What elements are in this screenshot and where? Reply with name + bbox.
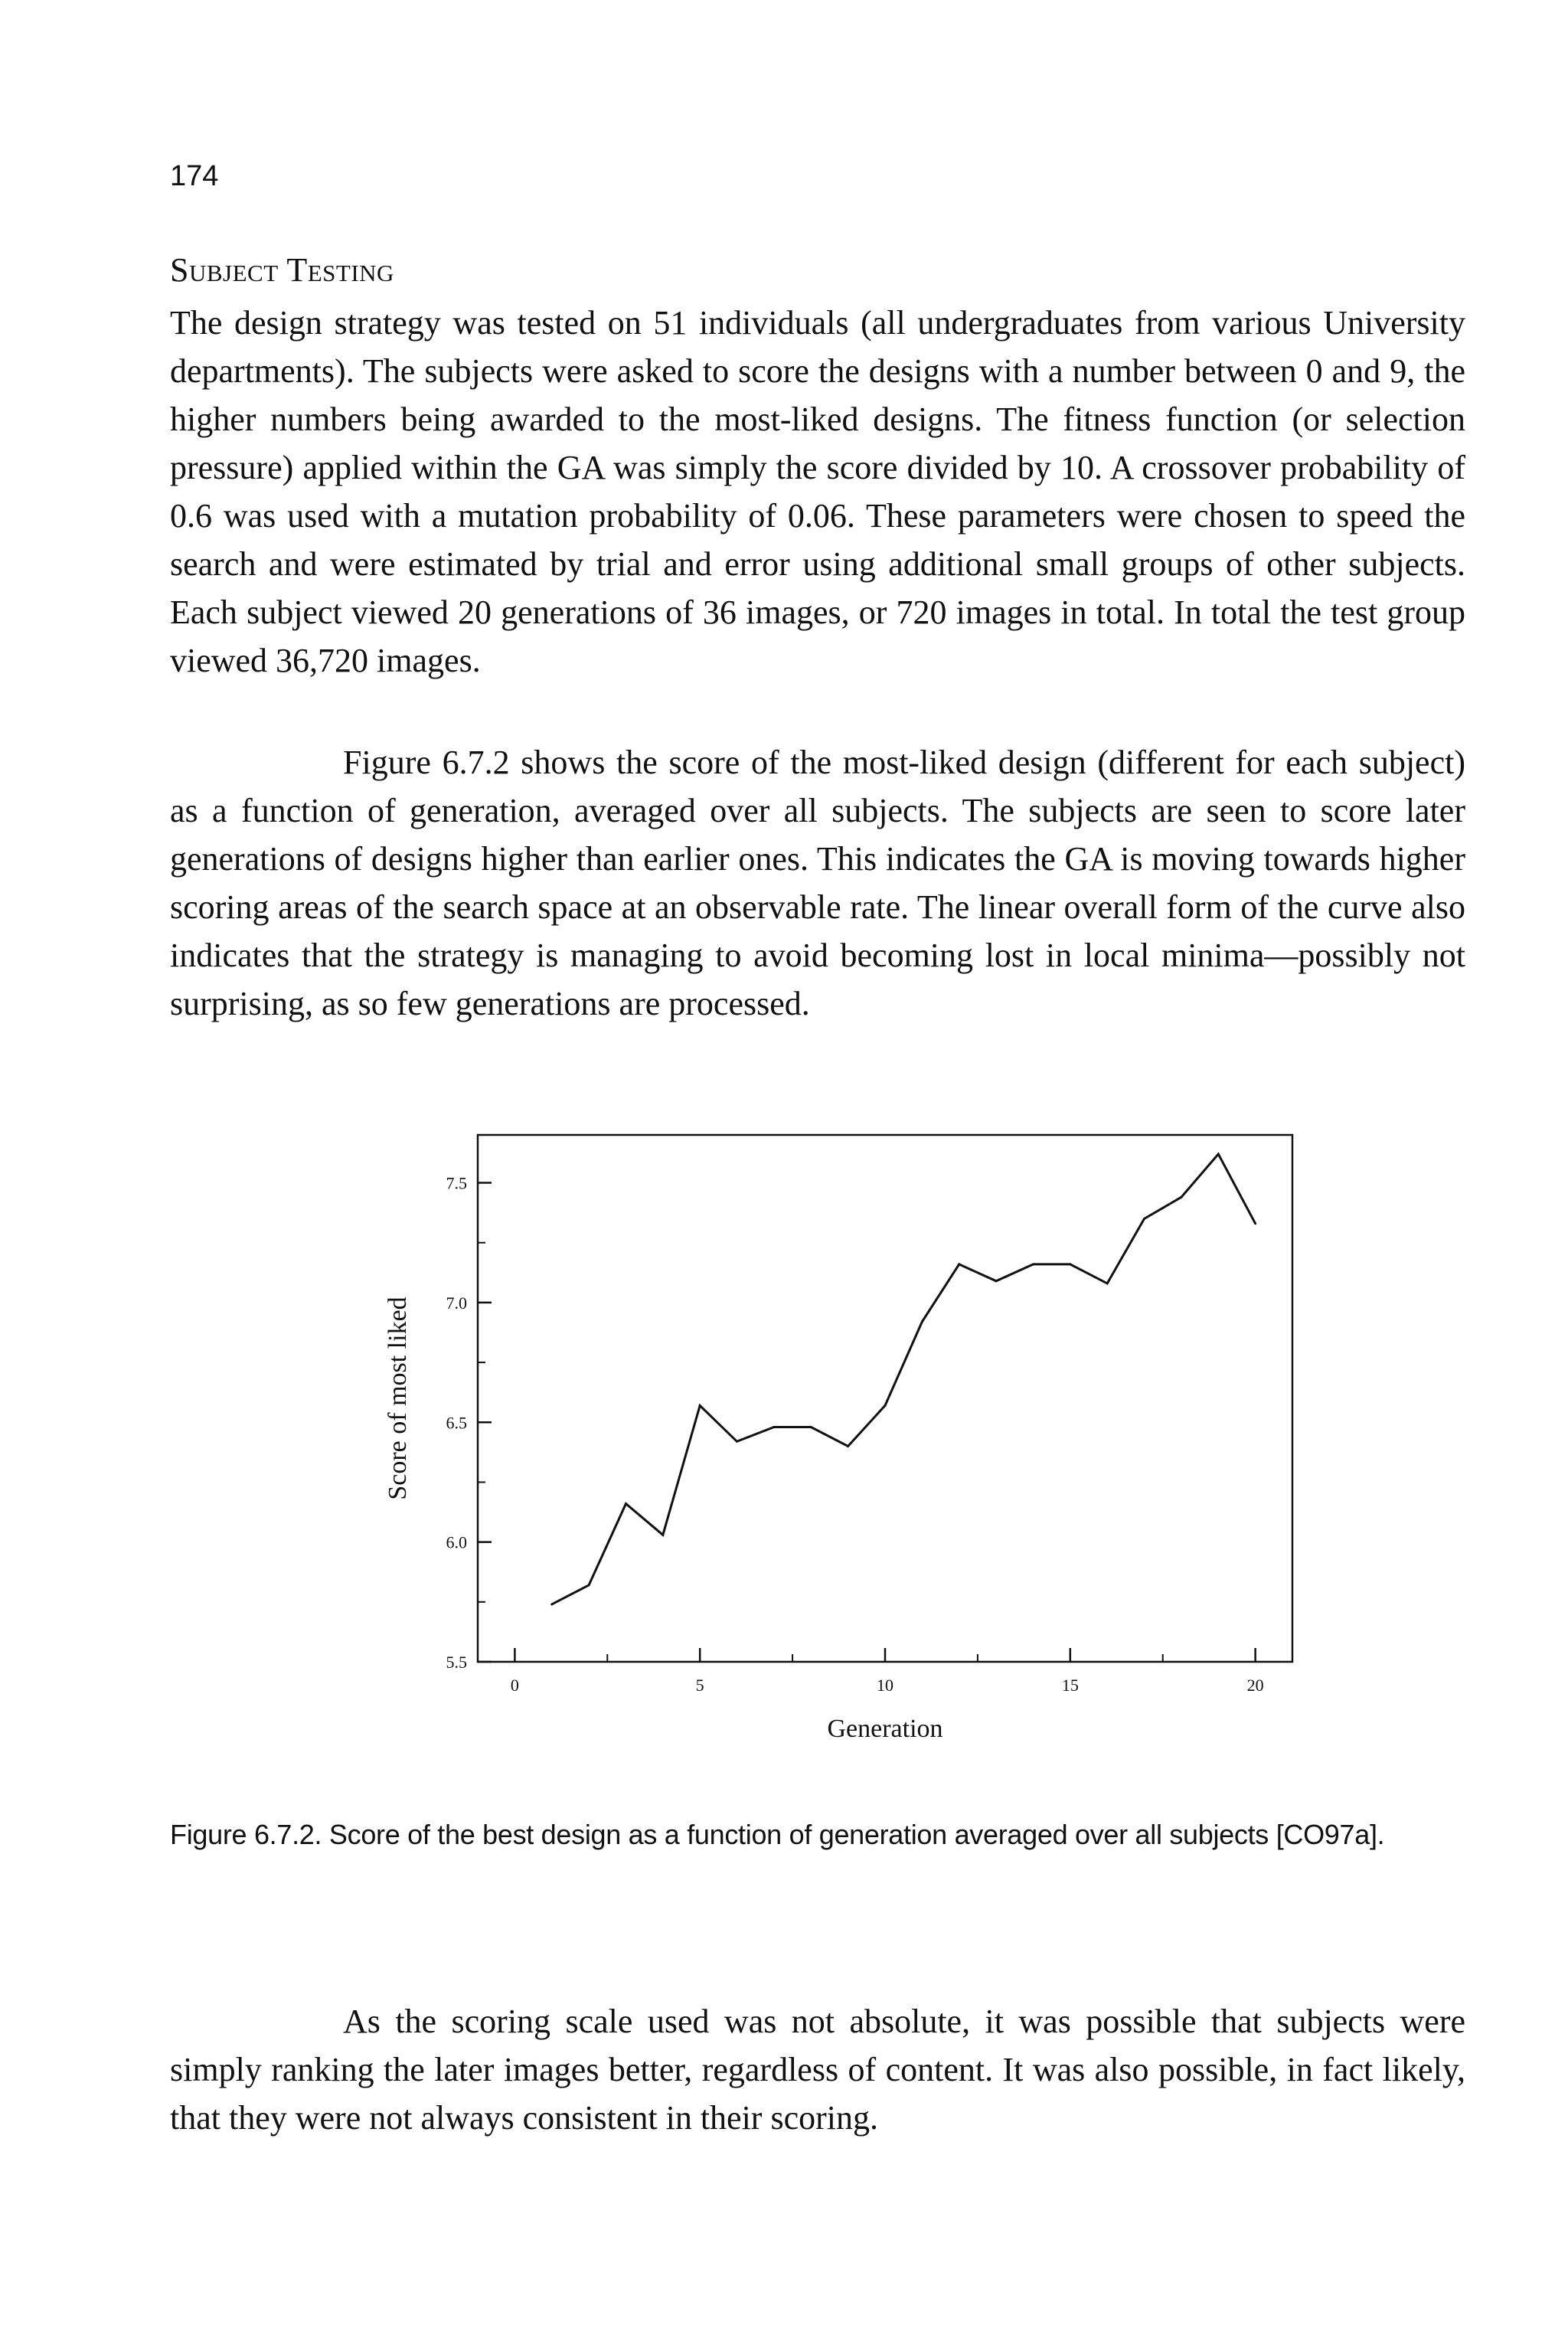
data-point	[884, 1404, 887, 1407]
y-tick-label: 7.5	[446, 1173, 467, 1193]
x-tick-label: 5	[695, 1676, 704, 1695]
series-line	[552, 1154, 1256, 1604]
paragraph-text: The design strategy was tested on 51 individuals (all undergraduates from various University departments). The subjects were asked to score the designs with a number between 0 and 9, the higher numbers being awarded to the most-liked designs. The fitness function (or selection pressure) applied within the GA was simply the score divided by 10. A crossover probability of 0.6 was used with a mutation probability of 0.06. These parameters were chosen to speed the search and were estimated by trial and error using additional small groups of other subjects. Each subject viewed 20 generations of 36 images, or 720 images in total. In total the test group viewed 36,720 images.	[170, 304, 1465, 679]
section-heading: Subject Testing	[170, 251, 394, 289]
body-paragraph-2	[170, 738, 1465, 1028]
paragraph-text: Figure 6.7.2 shows the score of the most-liked design (different for each subject) as a function of generation, averaged over all subjects. The subjects are seen to score later generations of designs higher than earlier ones. This indicates the GA is moving towards higher scoring areas of the search space at an observable rate. The linear overall form of the curve also indicates that the strategy is managing to avoid becoming lost in local minima—possibly not surprising, as so few generations are processed.	[170, 744, 1465, 1022]
data-point	[588, 1584, 590, 1586]
data-point	[995, 1280, 998, 1282]
paragraph-text: As the scoring scale used was not absolute, it was possible that subjects were simply ranking the later images better, regardless of content. It was also possible, in fact likely, that they were not always consistent in their scoring.	[170, 2003, 1465, 2137]
y-tick-label: 7.0	[446, 1293, 467, 1313]
data-point	[958, 1263, 960, 1265]
page-number: 174	[170, 160, 219, 192]
x-tick-label: 0	[510, 1676, 519, 1695]
data-point	[1217, 1153, 1220, 1156]
data-point	[1106, 1282, 1109, 1284]
y-axis-label: Score of most liked	[384, 1297, 412, 1500]
plot-frame	[478, 1135, 1292, 1662]
data-point	[1069, 1263, 1071, 1265]
y-tick-label: 6.5	[446, 1413, 467, 1433]
line-chart	[383, 1118, 1340, 1746]
y-tick-label: 6.0	[446, 1532, 467, 1552]
data-point	[625, 1503, 627, 1505]
figure-caption: Figure 6.7.2. Score of the best design as a function of generation averaged over all subjects [CO97a].	[170, 1819, 1385, 1850]
data-point	[810, 1426, 812, 1428]
data-point	[550, 1603, 553, 1605]
data-point	[1032, 1263, 1034, 1265]
data-point	[699, 1404, 701, 1407]
data-point	[773, 1426, 775, 1428]
x-axis-label: Generation	[827, 1715, 943, 1743]
x-tick-label: 10	[877, 1676, 893, 1695]
data-point	[847, 1445, 849, 1447]
body-paragraph-3	[170, 1997, 1465, 2142]
data-point	[921, 1320, 923, 1323]
x-tick-label: 20	[1246, 1676, 1264, 1695]
data-point	[1180, 1196, 1182, 1198]
body-paragraph-1	[170, 299, 1465, 685]
y-tick-label: 5.5	[446, 1653, 467, 1672]
figure-6-7-2	[383, 1118, 1340, 1746]
data-point	[736, 1440, 738, 1443]
x-tick-label: 15	[1061, 1676, 1079, 1695]
data-point	[1254, 1222, 1256, 1225]
data-point	[662, 1534, 664, 1536]
data-point	[1143, 1218, 1145, 1220]
